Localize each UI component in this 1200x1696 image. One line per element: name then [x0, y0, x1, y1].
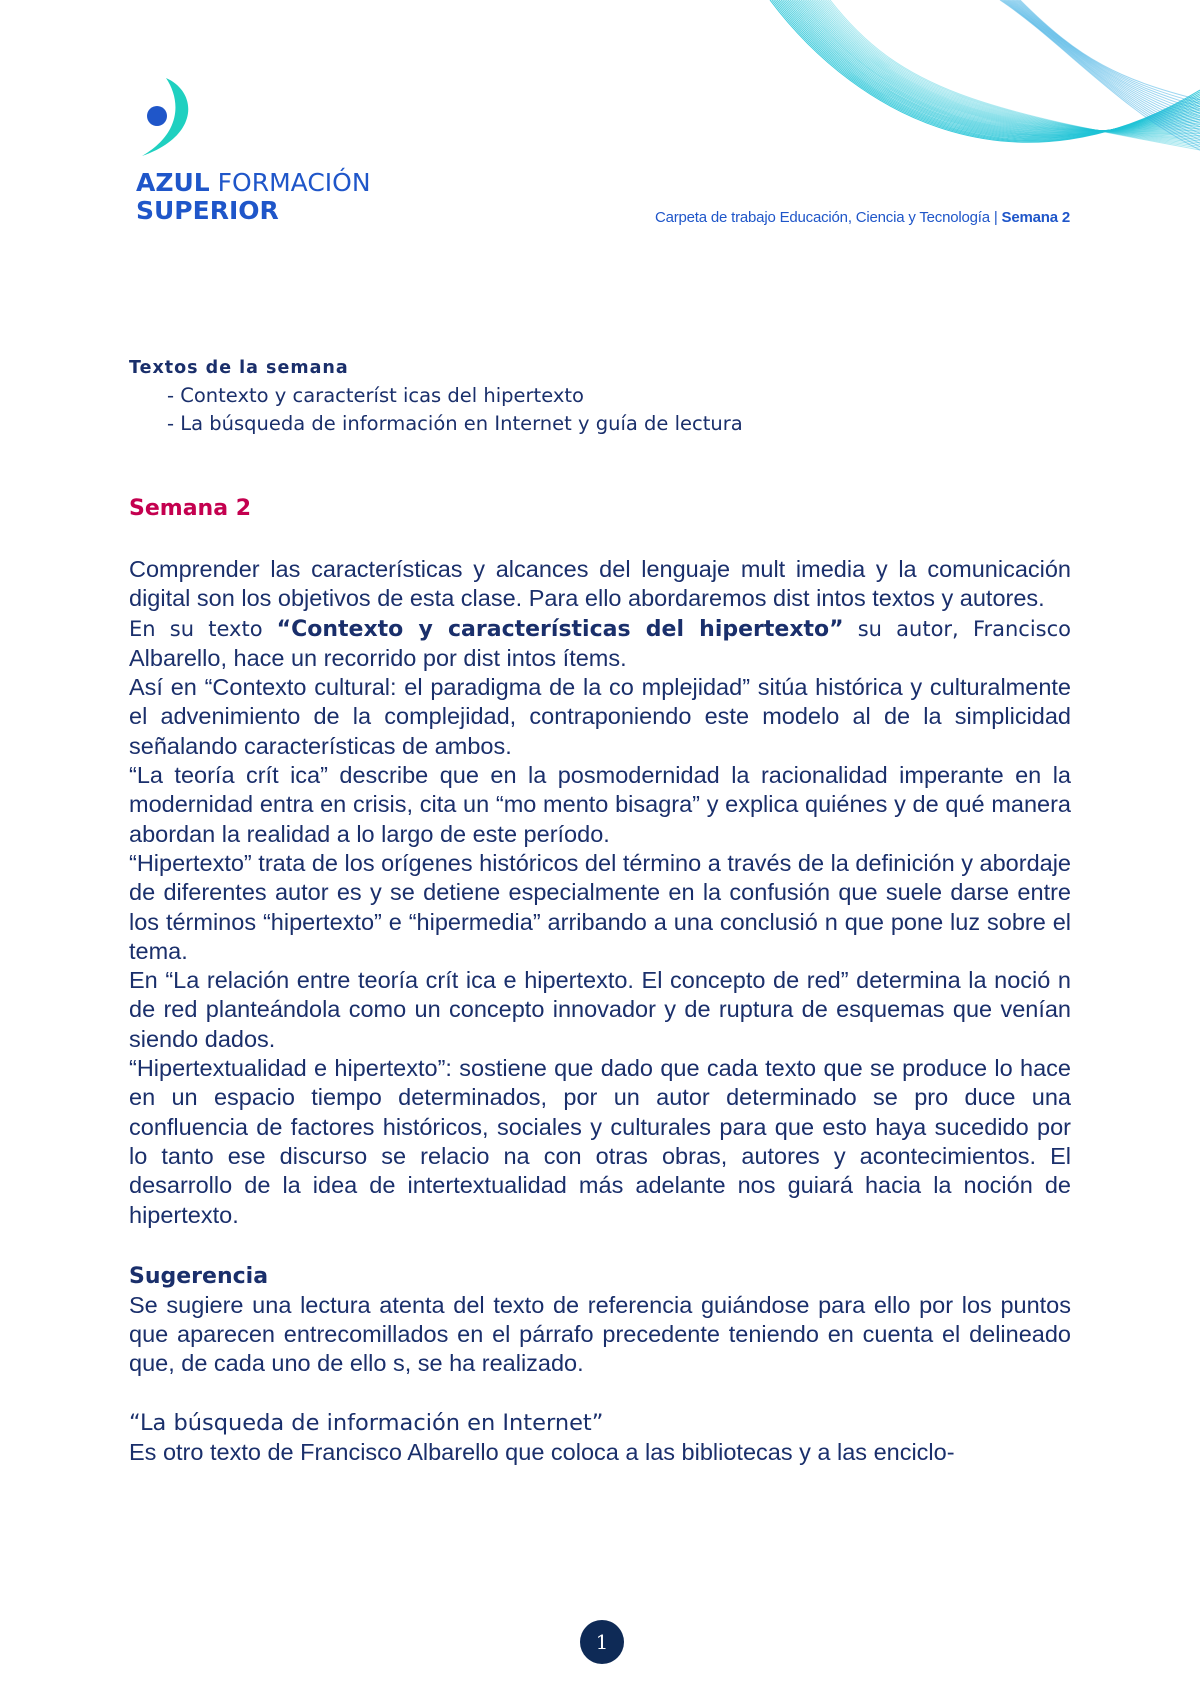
wave-line — [1020, 0, 1200, 100]
paragraph-intro: Comprender las características y alcances del lenguaje mult imedia y la comunicación digital son los objetivos de esta clase. Para ello abordaremos dist intos textos y autores. — [129, 556, 1071, 612]
folder-header — [655, 209, 1070, 226]
list-item: - Contexto y característ icas del hipertexto — [167, 382, 1071, 410]
search-section-title: “La búsqueda de información en Internet” — [129, 1409, 604, 1436]
brand-name-light: FORMACIÓN — [217, 168, 371, 197]
texts-of-week-title: Textos de la semana — [129, 358, 349, 378]
wave-line — [826, 0, 1200, 146]
brand-name — [136, 170, 371, 223]
wave-line — [795, 0, 1200, 132]
wave-line — [779, 0, 1200, 138]
suggestion-text: Se sugiere una lectura atenta del texto de referencia guiándose para ello por los puntos que aparecen entrecomillados en el párrafo precedente teniendo en cuenta el delineado que, de cada uno de ello s, se ha realizado. — [129, 1291, 1071, 1377]
wave-line — [814, 0, 1200, 134]
wave-line — [801, 0, 1200, 131]
wave-line — [1013, 0, 1200, 117]
wave-line — [808, 0, 1200, 131]
wave-line — [1007, 0, 1200, 133]
wave-line — [812, 0, 1200, 132]
wave-line — [803, 0, 1200, 131]
paragraph-hypertextuality: “Hipertextualidad e hipertexto”: sostiene que dado que cada texto que se produce lo hace en un espacio tiempo determinados, por un autor determinado se pro duce una confluencia de factores históricos, sociales y culturales para que esto haya sucedido por lo tanto ese discurso se relacio na con otras obras, autores y acontecimientos. El desarrollo de la idea de intertextualidad más adelante nos guiará hacia la noción de hipertexto. — [129, 1055, 1071, 1228]
wave-line — [797, 0, 1200, 132]
paragraph-critical-theory: “La teoría crít ica” describe que en la posmodernidad la racionalidad imperante en la modernidad entra en crisis, cita un “mo mento bisagra” y explica quiénes y de qué manera abordan la realidad a lo largo de este período. — [129, 762, 1071, 847]
suggestion-title: Sugerencia — [129, 1263, 269, 1289]
wave-line — [1009, 0, 1200, 127]
wave-line — [786, 0, 1200, 135]
wave-line — [1012, 0, 1200, 120]
wave-line — [823, 0, 1200, 143]
paragraph-context — [129, 614, 1071, 674]
wave-line — [1000, 0, 1200, 150]
wave-line — [1004, 0, 1200, 140]
wave-line — [794, 0, 1200, 133]
page-number-badge: 1 — [580, 1620, 624, 1664]
header-week: Semana 2 — [1001, 209, 1070, 226]
paragraph-context-rest: Albarello, hace un recorrido por dist intos ítems. — [129, 644, 627, 671]
folder-title: Carpeta de trabajo Educación, Ciencia y Tecnología — [654, 209, 990, 226]
wave-line — [775, 0, 1200, 140]
wave-line — [1005, 0, 1200, 137]
wave-line — [772, 0, 1200, 141]
search-section-text: Es otro texto de Francisco Albarello que coloca a las bibliotecas y a las enciclo- — [129, 1438, 955, 1465]
brand-name-bold: AZUL — [136, 168, 210, 197]
wave-line — [805, 0, 1200, 131]
paragraph-context-title: “Contexto y características del hipertexto” — [276, 616, 844, 642]
texts-of-week-list — [129, 382, 1071, 438]
document-body — [129, 358, 1071, 1467]
wave-line — [770, 0, 1200, 142]
wave-line — [1008, 0, 1200, 130]
wave-line — [1019, 0, 1200, 103]
wave-line — [828, 0, 1200, 148]
header-separator: | — [993, 209, 998, 226]
wave-line — [790, 0, 1200, 134]
wave-line — [1011, 0, 1200, 123]
paragraph-cultural-context: Así en “Contexto cultural: el paradigma de la co mplejidad” sitúa histórica y culturalmente el advenimiento de la complejidad, contraponiendo este modelo al de la simplicidad señalando características de ambos. — [129, 674, 1071, 759]
wave-line — [1015, 0, 1200, 113]
wave-line — [777, 0, 1200, 139]
wave-line — [821, 0, 1200, 141]
wave-line — [815, 0, 1200, 135]
paragraph-hypertext: “Hipertexto” trata de los orígenes históricos del término a través de la definición y abordaje de diferentes autor es y se detiene especialmente en la confusión que suele darse entre los términos “hipertexto” e “hipermedia” arribando a una conclusió n que pone luz sobre el tema. — [129, 849, 1071, 964]
wave-line — [1016, 0, 1200, 110]
paragraph-context-prefix: En su texto — [129, 616, 263, 641]
week-heading: Semana 2 — [129, 496, 252, 521]
azul-logo-mark-icon — [136, 74, 202, 164]
wave-line — [785, 0, 1200, 136]
wave-line — [788, 0, 1200, 134]
wave-line — [830, 0, 1200, 150]
brand-name-line2: SUPERIOR — [136, 196, 279, 225]
wave-line — [1017, 0, 1200, 107]
wave-line — [819, 0, 1200, 139]
wave-line — [810, 0, 1200, 131]
paragraph-context-mid: su autor, Francisco — [857, 616, 1072, 641]
wave-line — [817, 0, 1200, 137]
wave-line — [1001, 0, 1200, 147]
wave-line — [806, 0, 1200, 131]
list-item: - La búsqueda de información en Internet y guía de lectura — [167, 410, 1071, 438]
wave-line — [781, 0, 1200, 137]
wave-line — [774, 0, 1200, 140]
wave-line — [792, 0, 1200, 133]
wave-line — [783, 0, 1200, 136]
wave-line — [825, 0, 1200, 145]
wave-line — [1003, 0, 1200, 143]
paragraph-network: En “La relación entre teoría crít ica e hipertexto. El concepto de red” determina la noció n de red planteándola como un concepto innovador y de ruptura de esquemas que venían siendo dados. — [129, 967, 1071, 1052]
wave-line — [799, 0, 1200, 131]
